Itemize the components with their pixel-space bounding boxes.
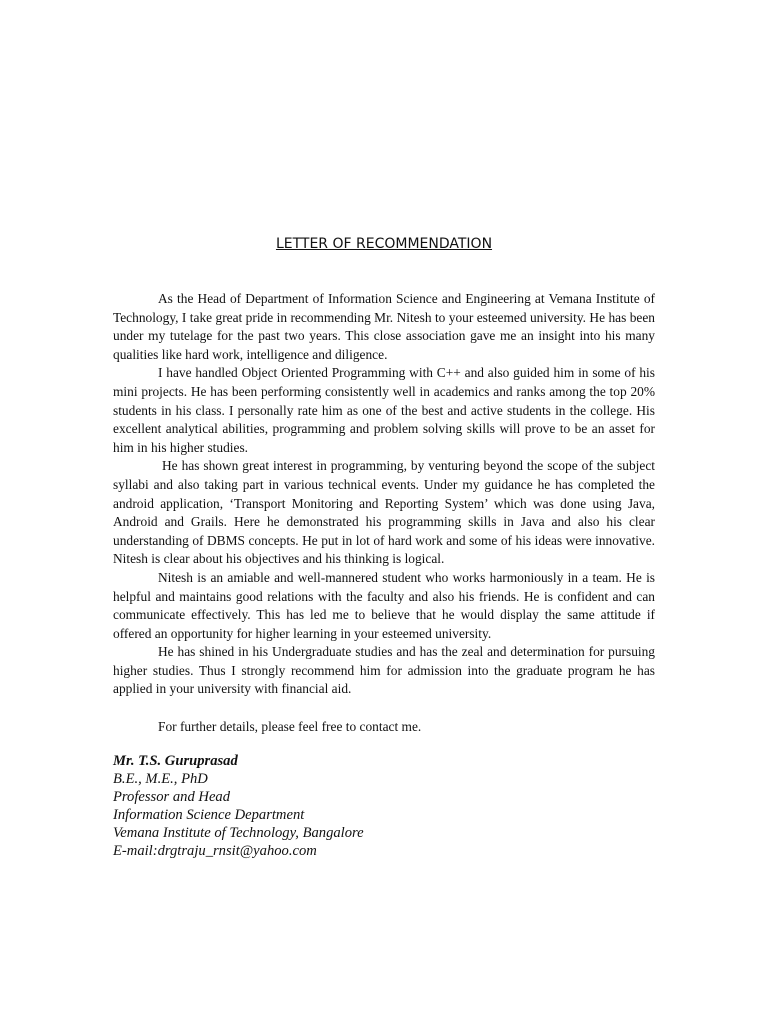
signatory-institution: Vemana Institute of Technology, Bangalore: [113, 824, 364, 841]
letter-body: [113, 290, 655, 737]
signatory-name: Mr. T.S. Guruprasad: [113, 753, 238, 769]
signatory-department: Information Science Department: [113, 806, 305, 823]
paragraph-projects: He has shown great interest in programming, by venturing beyond the scope of the subject syllabi and also taking part in various technical events. Under my guidance he has completed the android application, ‘Transport Monitoring and Reporting System’ which was done using Java, Android and Grails. Here he demonstrated his programming skills in Java and also his clear understanding of DBMS concepts. He put in lot of hard work and some of his ideas were innovative. Nitesh is clear about his objectives and his thinking is logical.: [113, 458, 655, 567]
signature-block: [113, 753, 673, 860]
paragraph-character: Nitesh is an amiable and well-mannered student who works harmoniously in a team. He is helpful and maintains good relations with the faculty and also his friends. He is confident and can communicate effectively. This has led me to believe that he would display the same attitude if offered an opportunity for higher learning in your esteemed university.: [113, 569, 655, 641]
paragraph-academics: I have handled Object Oriented Programming with C++ and also guided him in some of his mini projects. He has been performing consistently well in academics and ranks among the top 20% students in his class. I personally rate him as one of the best and active students in the college. His excellent analytical abilities, programming and problem solving skills will prove to be an asset for him in his higher studies.: [113, 365, 655, 455]
signatory-email: E-mail:drgtraju_rnsit@yahoo.com: [113, 842, 317, 859]
signatory-degrees: B.E., M.E., PhD: [113, 770, 208, 787]
letter-title: LETTER OF RECOMMENDATION: [275, 236, 493, 252]
paragraph-introduction: As the Head of Department of Information Science and Engineering at Vemana Institute of Technology, I take great pride in recommending Mr. Nitesh to your esteemed university. He has been under my tutelage for the past two years. This close association gave me an insight into his many qualities like hard work, intelligence and diligence.: [113, 291, 655, 362]
signatory-position: Professor and Head: [113, 788, 231, 805]
paragraph-recommendation: He has shined in his Undergraduate studies and has the zeal and determination for pursuing higher studies. Thus I strongly recommend him for admission into the graduate program he has applied in your university with financial aid.: [113, 644, 655, 697]
closing-line: For further details, please feel free to contact me.: [158, 719, 422, 735]
